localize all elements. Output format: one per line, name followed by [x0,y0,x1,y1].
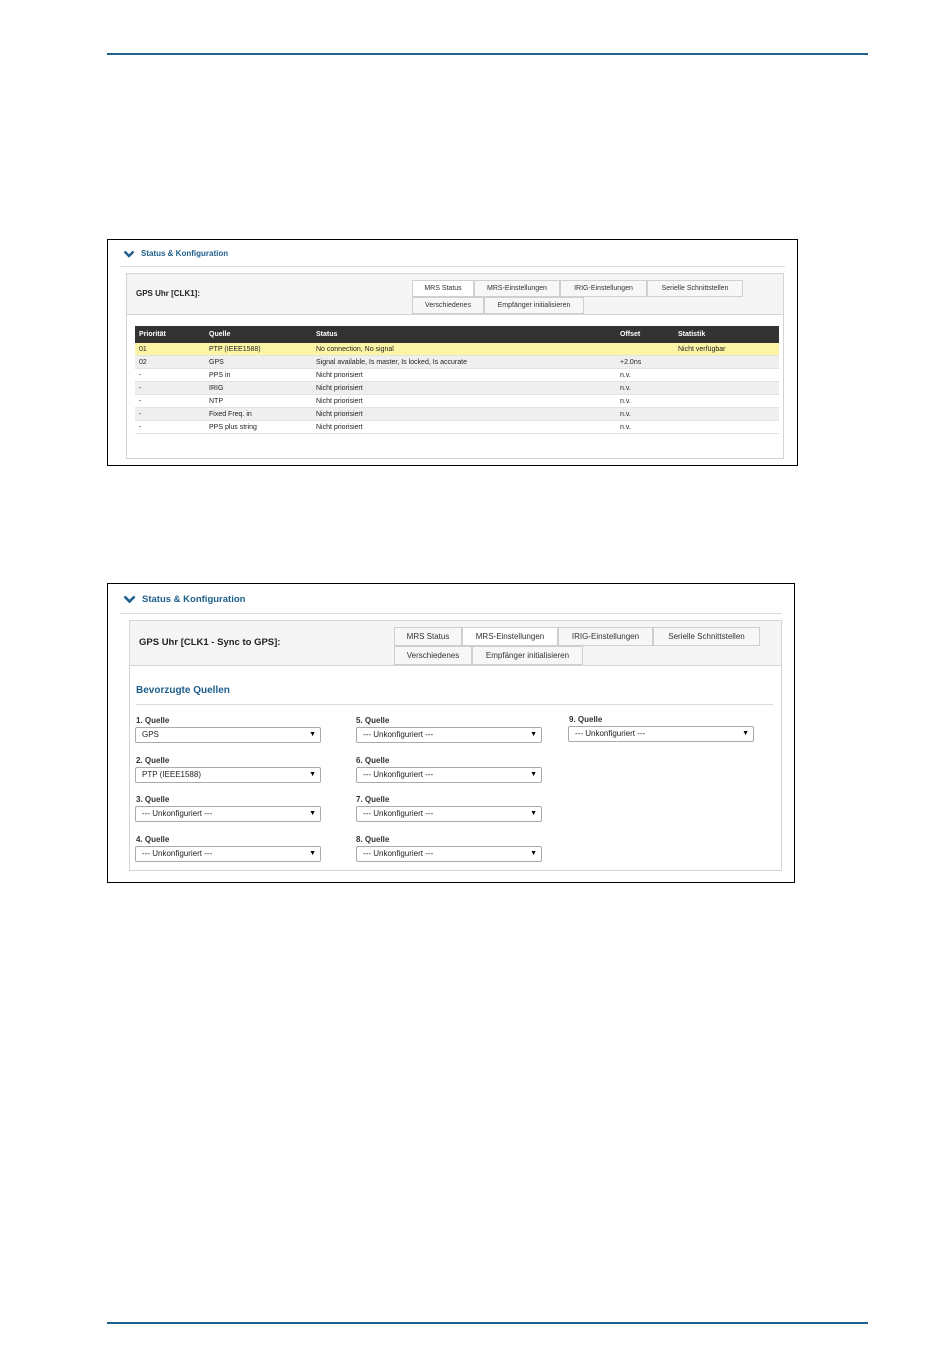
tab-verschiedenes[interactable]: Verschiedenes [394,646,472,665]
tab-verschiedenes[interactable]: Verschiedenes [412,297,484,314]
cell-source: NTP [209,398,223,405]
screenshot-preferred-sources [107,583,795,883]
page-top-rule [107,53,868,55]
source-2-value: PTP (IEEE1588) [142,770,201,779]
source-8-select[interactable] [356,846,542,862]
tab-empfaenger-initialisieren[interactable]: Empfänger initialisieren [472,646,583,665]
panel-title: GPS Uhr [CLK1]: [136,289,200,298]
source-6-value: --- Unkonfiguriert --- [363,770,434,779]
source-5-value: --- Unkonfiguriert --- [363,730,434,739]
source-8-label: 8. Quelle [356,835,390,844]
source-8-value: --- Unkonfiguriert --- [363,849,434,858]
table-row [135,369,779,382]
cell-source: IRIG [209,385,224,392]
cell-priority: 02 [139,359,147,366]
cell-status: No connection, No signal [316,346,394,353]
clock-panel [129,620,782,871]
table-row [135,343,779,356]
tab-mrs-status[interactable]: MRS Status [394,627,462,646]
section-title: Status & Konfiguration [141,249,229,258]
table-header [135,326,779,343]
col-header-statistik: Statistik [678,331,706,338]
source-5-label: 5. Quelle [356,716,390,725]
section-header[interactable] [123,249,228,258]
tab-irig-einstellungen[interactable]: IRIG-Einstellungen [560,280,647,297]
caret-down-icon: ▼ [530,850,537,857]
source-6-select[interactable] [356,767,542,783]
col-header-quelle: Quelle [209,331,231,338]
section-divider [120,266,785,267]
cell-source: GPS [209,359,224,366]
source-3-value: --- Unkonfiguriert --- [142,809,213,818]
tab-empfaenger-initialisieren[interactable]: Empfänger initialisieren [484,297,584,314]
caret-down-icon: ▼ [530,810,537,817]
cell-status: Nicht priorisiert [316,372,363,379]
preferred-sources-heading: Bevorzugte Quellen [136,685,230,696]
caret-down-icon: ▼ [530,731,537,738]
cell-priority: - [139,385,142,392]
cell-offset: n.v. [620,372,631,379]
cell-priority: - [139,411,142,418]
table-row [135,356,779,369]
source-7-value: --- Unkonfiguriert --- [363,809,434,818]
cell-source: Fixed Freq. in [209,411,252,418]
section-title: Status & Konfiguration [142,594,246,605]
source-5-select[interactable] [356,727,542,743]
table-row [135,395,779,408]
tab-mrs-status[interactable]: MRS Status [412,280,474,297]
source-7-select[interactable] [356,806,542,822]
caret-down-icon: ▼ [309,850,316,857]
source-1-value: GPS [142,730,159,739]
caret-down-icon: ▼ [309,810,316,817]
cell-source: PPS in [209,372,231,379]
cell-priority: 01 [139,346,147,353]
table-row [135,382,779,395]
source-4-label: 4. Quelle [136,835,170,844]
caret-down-icon: ▼ [742,730,749,737]
table-row [135,408,779,421]
cell-source: PPS plus string [209,424,257,431]
cell-source: PTP (IEEE1588) [209,346,261,353]
cell-priority: - [139,372,142,379]
source-2-label: 2. Quelle [136,756,170,765]
caret-down-icon: ▼ [309,771,316,778]
cell-offset: n.v. [620,411,631,418]
chevron-down-icon [123,595,136,604]
cell-status: Nicht priorisiert [316,411,363,418]
source-3-select[interactable] [135,806,321,822]
source-6-label: 6. Quelle [356,756,390,765]
col-header-prioritaet: Priorität [139,331,166,338]
tab-serielle-schnittstellen[interactable]: Serielle Schnittstellen [653,627,760,646]
source-1-select[interactable] [135,727,321,743]
section-divider [120,613,782,614]
cell-offset: n.v. [620,398,631,405]
tab-mrs-einstellungen[interactable]: MRS-Einstellungen [462,627,558,646]
tab-serielle-schnittstellen[interactable]: Serielle Schnittstellen [647,280,743,297]
cell-statistic: Nicht verfügbar [678,346,726,353]
panel-title: GPS Uhr [CLK1 - Sync to GPS]: [139,637,281,648]
cell-status: Nicht priorisiert [316,424,363,431]
cell-offset: n.v. [620,424,631,431]
caret-down-icon: ▼ [530,771,537,778]
tab-mrs-einstellungen[interactable]: MRS-Einstellungen [474,280,560,297]
cell-priority: - [139,398,142,405]
section-header[interactable] [123,594,245,605]
cell-status: Nicht priorisiert [316,385,363,392]
page-bottom-rule [107,1322,868,1324]
col-header-status: Status [316,331,338,338]
table-row [135,421,779,434]
source-1-label: 1. Quelle [136,716,170,725]
subheading-divider [136,704,773,705]
source-3-label: 3. Quelle [136,795,170,804]
source-4-select[interactable] [135,846,321,862]
source-9-label: 9. Quelle [569,715,603,724]
source-9-value: --- Unkonfiguriert --- [575,729,646,738]
cell-offset: +2.0ns [620,359,642,366]
source-7-label: 7. Quelle [356,795,390,804]
cell-status: Nicht priorisiert [316,398,363,405]
source-2-select[interactable] [135,767,321,783]
source-9-select[interactable] [568,726,754,742]
cell-status: Signal available, Is master, Is locked, Is accurate [316,359,467,366]
cell-offset: n.v. [620,385,631,392]
source-4-value: --- Unkonfiguriert --- [142,849,213,858]
clock-panel [126,273,784,459]
cell-priority: - [139,424,142,431]
screenshot-status-table [107,239,798,466]
source-status-table [135,326,779,434]
chevron-down-icon [123,250,135,258]
caret-down-icon: ▼ [309,731,316,738]
col-header-offset: Offset [620,331,641,338]
tab-irig-einstellungen[interactable]: IRIG-Einstellungen [558,627,653,646]
